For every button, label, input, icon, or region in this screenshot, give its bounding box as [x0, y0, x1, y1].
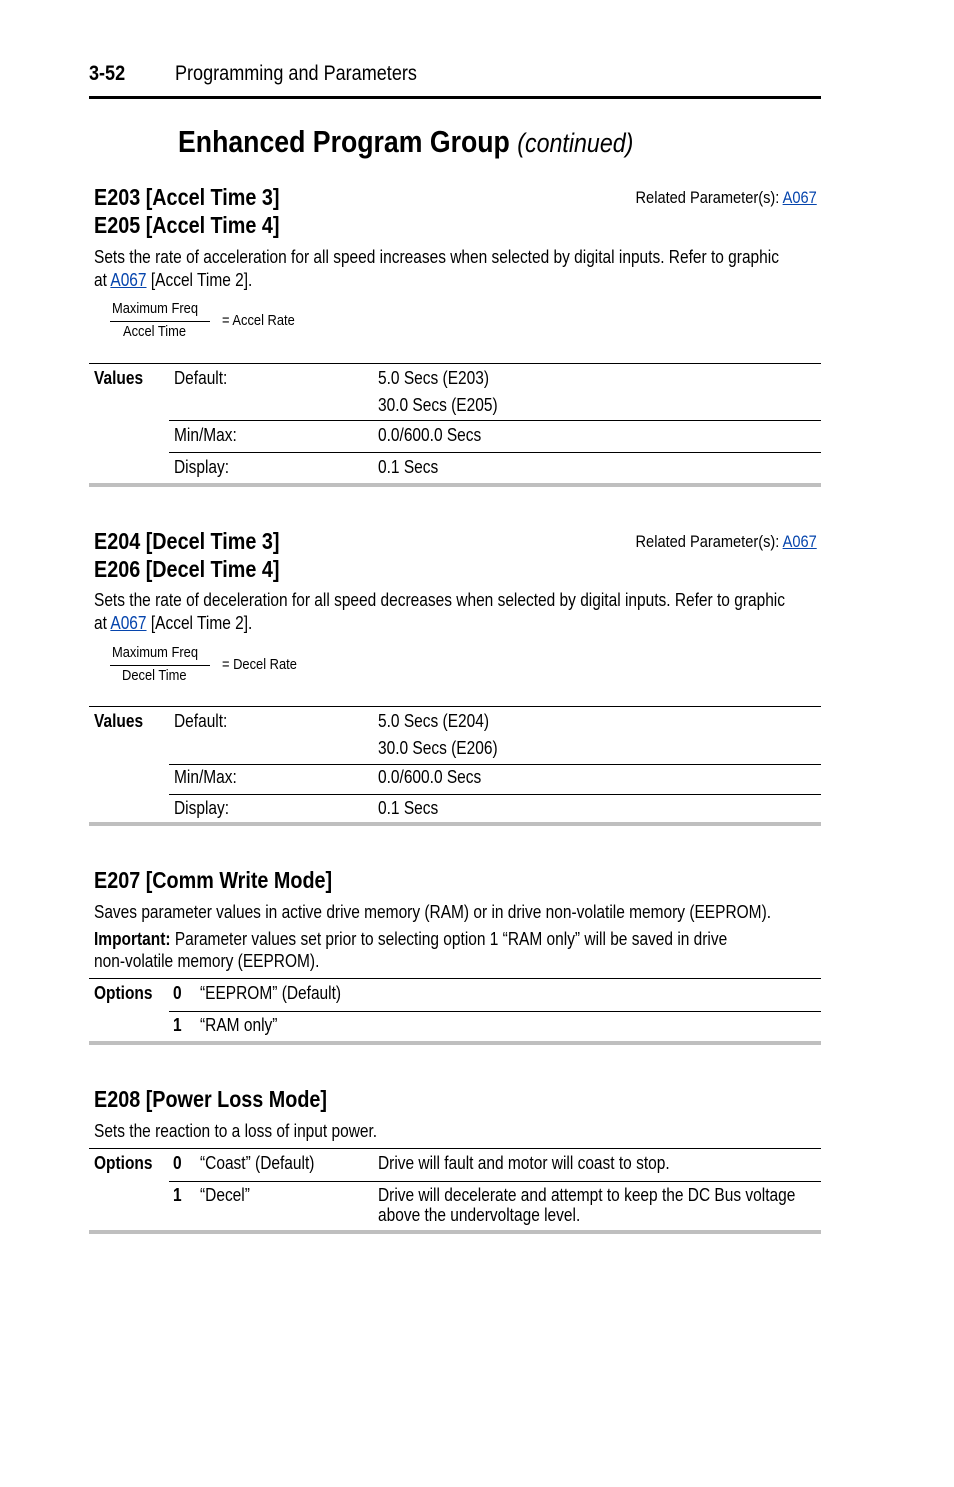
- accel-title-line2: E205 [Accel Time 4]: [94, 212, 280, 238]
- power-description: [94, 1120, 854, 1143]
- display-label: Display:: [174, 457, 230, 477]
- decel-values-table: [89, 706, 821, 825]
- default-value-2: 30.0 Secs (E206): [378, 738, 498, 758]
- fraction-line: [110, 665, 210, 666]
- options-label: Options: [94, 1153, 153, 1173]
- display-value: 0.1 Secs: [378, 457, 439, 477]
- table-rule: [169, 1181, 821, 1182]
- table-rule: [169, 1011, 821, 1012]
- decel-related-params: [606, 532, 817, 552]
- page-number: 3-52: [89, 62, 126, 85]
- minmax-value: 0.0/600.0 Secs: [378, 425, 482, 445]
- table-rule: [169, 452, 821, 453]
- comm-description: [94, 901, 854, 924]
- default-value-1: 5.0 Secs (E203): [378, 368, 490, 388]
- accel-section-title: [94, 183, 310, 239]
- important-label: Important:: [94, 929, 171, 949]
- decel-formula-result: = Decel Rate: [222, 656, 297, 673]
- table-bottom-bar: [89, 1230, 821, 1234]
- table-bottom-bar: [89, 483, 821, 487]
- comm-section-title: [94, 866, 371, 894]
- option-number: 0: [173, 1153, 182, 1173]
- default-value-1: 5.0 Secs (E204): [378, 711, 490, 731]
- comm-title: E207 [Comm Write Mode]: [94, 867, 333, 893]
- power-desc: Sets the reaction to a loss of input power.: [94, 1121, 378, 1141]
- related-label: Related Parameter(s):: [635, 188, 780, 207]
- accel-title-line1: E203 [Accel Time 3]: [94, 184, 280, 210]
- decel-formula-numerator: Maximum Freq: [112, 644, 199, 661]
- accel-desc-at: at: [94, 270, 107, 290]
- option-name: “Coast” (Default): [200, 1153, 315, 1173]
- default-value-2: 30.0 Secs (E205): [378, 395, 498, 415]
- decel-formula-denominator: Decel Time: [122, 667, 187, 684]
- fraction-line: [110, 321, 210, 322]
- power-title: E208 [Power Loss Mode]: [94, 1086, 328, 1112]
- option-number: 1: [173, 1185, 182, 1205]
- decel-title-line1: E204 [Decel Time 3]: [94, 528, 280, 554]
- accel-description: [94, 246, 854, 292]
- power-section-title: [94, 1085, 365, 1113]
- minmax-label: Min/Max:: [174, 425, 237, 445]
- accel-desc-link[interactable]: A067: [110, 270, 147, 290]
- decel-related-link[interactable]: A067: [782, 532, 817, 551]
- table-rule: [169, 764, 821, 765]
- option-name: “EEPROM” (Default): [200, 983, 342, 1003]
- accel-formula-result: = Accel Rate: [222, 312, 295, 329]
- option-description: Drive will fault and motor will coast to stop.: [378, 1153, 670, 1173]
- accel-values-table: [89, 363, 821, 484]
- option-name: “Decel”: [200, 1185, 250, 1205]
- default-label: Default:: [174, 711, 228, 731]
- page-header: [89, 60, 821, 99]
- accel-desc-tail: [Accel Time 2].: [150, 270, 253, 290]
- option-name: “RAM only”: [200, 1015, 278, 1035]
- values-label: Values: [94, 368, 144, 388]
- accel-desc-line1: Sets the rate of acceleration for all speed increases when selected by digital inputs. Refer to graphic: [94, 247, 779, 267]
- continued-label: (continued): [517, 128, 634, 158]
- comm-options-table: [89, 978, 821, 1045]
- table-bottom-bar: [89, 822, 821, 826]
- decel-desc-at: at: [94, 613, 107, 633]
- decel-desc-tail: [Accel Time 2].: [150, 613, 253, 633]
- option-description-line2: above the undervoltage level.: [378, 1205, 581, 1225]
- chapter-title: Programming and Parameters: [175, 62, 417, 85]
- decel-desc-link[interactable]: A067: [110, 613, 147, 633]
- accel-related-link[interactable]: A067: [782, 188, 817, 207]
- related-label: Related Parameter(s):: [635, 532, 780, 551]
- minmax-value: 0.0/600.0 Secs: [378, 767, 482, 787]
- accel-related-params: [606, 188, 817, 208]
- comm-desc: Saves parameter values in active drive memory (RAM) or in drive non-volatile memory (EEPROM).: [94, 902, 772, 922]
- display-label: Display:: [174, 798, 230, 818]
- table-rule: [169, 794, 821, 795]
- minmax-label: Min/Max:: [174, 767, 237, 787]
- accel-formula-numerator: Maximum Freq: [112, 300, 199, 317]
- decel-title-line2: E206 [Decel Time 4]: [94, 556, 280, 582]
- table-rule: [169, 420, 821, 421]
- group-title-text: Enhanced Program Group: [178, 124, 510, 159]
- option-number: 0: [173, 983, 182, 1003]
- option-number: 1: [173, 1015, 182, 1035]
- decel-section-title: [94, 527, 310, 583]
- option-description-line1: Drive will decelerate and attempt to keep the DC Bus voltage: [378, 1185, 796, 1205]
- display-value: 0.1 Secs: [378, 798, 439, 818]
- group-title: [178, 124, 708, 160]
- values-label: Values: [94, 711, 144, 731]
- accel-formula-denominator: Accel Time: [123, 323, 187, 340]
- important-line2: non-volatile memory (EEPROM).: [94, 951, 320, 971]
- decel-description: [94, 589, 854, 635]
- table-bottom-bar: [89, 1041, 821, 1045]
- decel-desc-line1: Sets the rate of deceleration for all speed decreases when selected by digital inputs. Refer to graphic: [94, 590, 785, 610]
- default-label: Default:: [174, 368, 228, 388]
- power-options-table: [89, 1148, 821, 1235]
- options-label: Options: [94, 983, 153, 1003]
- important-line1: Parameter values set prior to selecting option 1 “RAM only” will be saved in drive: [174, 929, 728, 949]
- comm-important-note: [94, 928, 854, 972]
